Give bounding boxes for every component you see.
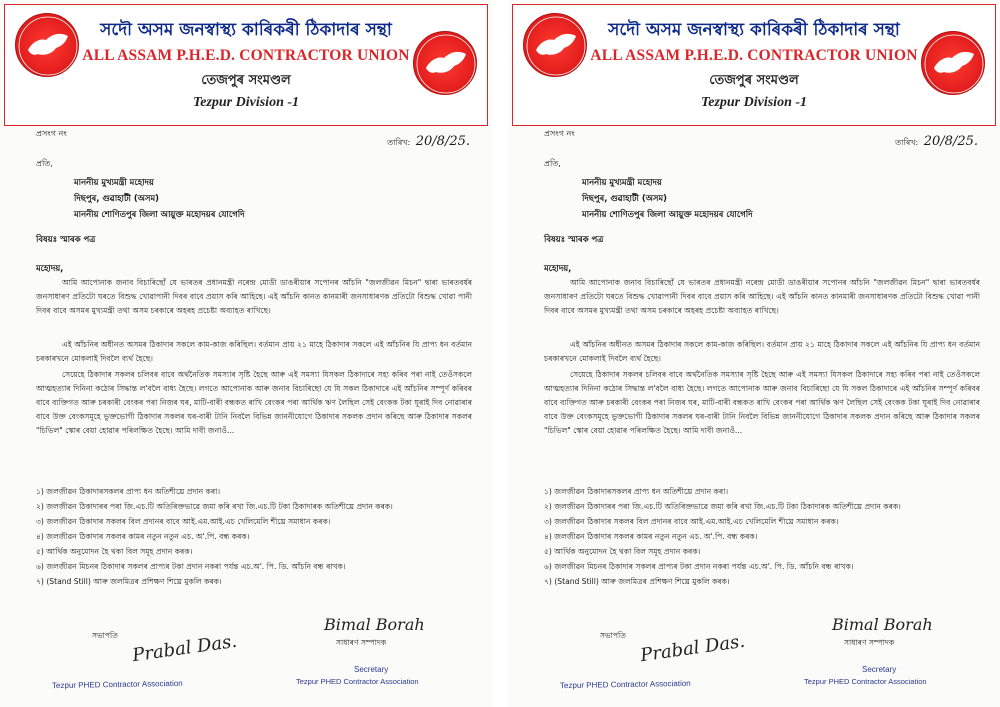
president-role: সভাপতি	[600, 631, 626, 640]
date-value: 20/8/25.	[923, 134, 978, 149]
date-label: তাৰিখ:	[387, 138, 411, 147]
letter-date	[895, 134, 978, 150]
secretary-stamp-title: Secretary	[862, 665, 897, 674]
union-title-bengali: সদৌ অসম জনস্বাস্থ্য কাৰিকৰী ঠিকাদাৰ সন্থা	[100, 20, 392, 40]
demand-item: ৪) জলজীৱন ঠিকাদাৰ সকলৰ কামৰ নতুন নতুন এচ. অ'.পি. বন্ধ কৰক।	[544, 532, 758, 541]
demand-item: ৫) আৰ্থিক অনুমোদন হৈ থকা বিল সমূহ প্ৰদান কৰক।	[544, 547, 701, 556]
division-english: Tezpur Division -1	[700, 95, 808, 110]
page-gap	[492, 0, 508, 707]
demands-list	[544, 486, 980, 591]
secretary-role: সাধাৰণ সম্পাদক	[336, 638, 387, 647]
division-bengali: তেজপুৰ সংমণ্ডল	[709, 73, 799, 88]
to-label: প্ৰতি,	[36, 159, 53, 168]
letter-date	[387, 134, 470, 150]
president-signature-block	[52, 630, 252, 700]
body-paragraph: সেয়েহে ঠিকাদাৰ সকলৰ চলিবৰ বাবে অৰ্থনৈতিক সমস্যাৰ সৃষ্টি হৈছে আৰু এই সমস্যা যিসকল ঠিকাদাৰে সহ্য কৰিব পৰা নাই তেওঁসকলে আত্মহত্যাৰ দিনিনা কঠোৰ সিদ্ধান্ত ল'বলৈ বাধ্য হৈছে। লগতে আপোনাক আৰু জনাব বিচাৰিছো যে যি সকল ঠিকাদাৰে এই আঁচনিৰ সম্পূৰ্ণ কৰিবৰ বাবে ব্যক্তিগত আৰু চৰকাৰী বেংকৰ পৰা নিজৰ ঘৰ, মাটি-বাৰী বন্ধকত ৰাখি বেংকৰ পৰা আৰ্থিক ঋণ লৈছিল সেই বেংকক টকা ঘূৰাই দিব নোৱাৰাৰ বাবে উক্ত বেংকসমূহে ভুক্তভোগী ঠিকাদাৰ সকলৰ ঘৰ-বাৰী টানি নিবলৈ বিভিন্ন জাননীযোগে ঠিকাদাৰ সকলক প্ৰদান কৰিছে আৰু ঠিকাদাৰ সকলৰ "চিভিল" স্কোৰ বেয়া হোৱাৰ পৰিলক্ষিত হৈছে। আমি দাবী জনাওঁ...	[544, 370, 980, 435]
addressee-line: মাননীয় শোণিতপুৰ জিলা আয়ুক্ত মহোদয়ৰ যোগেদি	[582, 209, 753, 219]
addressee-line: দিছপুৰ, গুৱাহাটী (অসম)	[74, 193, 159, 203]
body-paragraph: আমি আপোনাক জনাব বিচাৰিছোঁ যে ভাৰতৰ প্ৰধানমন্ত্ৰী নৰেন্দ্ৰ মোডী ডাঙৰীয়াৰ সপোনৰ আঁচনি "জলজীৱন মিচন" দ্বাৰা ভাৰতবৰ্ষৰ জনসাধাৰণ প্ৰতিটো ঘৰতে বিশুদ্ধ খোৱাপানী দিবৰ বাবে প্ৰয়াস কৰি আহিছে। এই আঁচনি কানত কানমাৰী জনসাধাৰণক প্ৰতিটো বিশুদ্ধ খোৱা পানী দিবৰ বাবে অসমৰ মুখ্যমন্ত্ৰী তথা অসম চৰকাৰে অহৰহ প্ৰচেষ্টা অব্যাহত ৰাখিছে।	[544, 278, 980, 315]
letterhead	[512, 4, 996, 126]
union-title-english: ALL ASSAM P.H.E.D. CONTRACTOR UNION	[590, 47, 918, 64]
subject-line: বিষয়ঃ স্মাৰক পত্ৰ	[544, 234, 604, 244]
demand-item: ১) জলজীৱন ঠিকাদাৰসকলৰ প্ৰাপ্য ধন অতিশীঘ্ৰে প্ৰদান কৰা।	[544, 487, 729, 496]
salutation: মহোদয়,	[36, 263, 64, 273]
demand-item: ৭) (Stand Still) আৰু জলমিত্ৰৰ প্ৰশিক্ষণ শিঘ্ৰে মুকলি কৰক।	[36, 577, 222, 586]
secretary-signature-block	[804, 615, 984, 700]
letter-page-left	[0, 0, 492, 707]
reference-number-label: প্ৰসংগ নং	[36, 129, 67, 138]
secretary-handwritten-signature: Bimal Borah	[832, 615, 933, 634]
date-label: তাৰিখ:	[895, 138, 919, 147]
demand-item: ৬) জলজীৱন মিচনৰ ঠিকাদাৰ সকলৰ প্ৰাপ্যৰ টকা প্ৰদান নকৰা পৰ্যন্ত এচ.অ'. পি. ডি. আঁচনি বন্ধ ৰাখক।	[36, 562, 346, 571]
addressee-line: দিছপুৰ, গুৱাহাটী (অসম)	[582, 193, 667, 203]
addressee-line: মাননীয় শোণিতপুৰ জিলা আয়ুক্ত মহোদয়ৰ যোগেদি	[74, 209, 245, 219]
president-role: সভাপতি	[92, 631, 118, 640]
body-paragraph: এই আঁচনিৰ অধীনত অসমৰ ঠিকাদাৰ সকলে কাম-কাজ কৰিছিল। বৰ্তমান প্ৰায় ২১ মাহে ঠিকাদাৰ সকলে এই আঁচনিৰ যি প্ৰাপ্য ধন বৰ্তমান চৰকাৰখনে মোকলাই দিবলৈ ব্যৰ্থ হৈছে।	[36, 340, 472, 363]
addressee-line: মাননীয় মুখ্যমন্ত্ৰী মহোদয়	[74, 177, 154, 187]
division-english: Tezpur Division -1	[192, 95, 300, 110]
association-stamp: Tezpur PHED Contractor Association	[51, 678, 183, 691]
letter-page-right	[508, 0, 1000, 707]
secretary-signature-block	[296, 615, 476, 700]
association-stamp: Tezpur PHED Contractor Association	[559, 678, 691, 691]
demand-item: ৬) জলজীৱন মিচনৰ ঠিকাদাৰ সকলৰ প্ৰাপ্যৰ টকা প্ৰদান নকৰা পৰ্যন্ত এচ.অ'. পি. ডি. আঁচনি বন্ধ ৰাখক।	[544, 562, 854, 571]
letterhead	[4, 4, 488, 126]
demand-item: ৫) আৰ্থিক অনুমোদন হৈ থকা বিল সমূহ প্ৰদান কৰক।	[36, 547, 193, 556]
division-bengali: তেজপুৰ সংমণ্ডল	[201, 73, 291, 88]
demand-item: ২) জলজীৱন ঠিকাদাৰৰ পৰা জি.এচ.টি অতিৰিক্তভাৱে জমা কৰি ৰখা জি.এচ.টি টকা ঠিকাদাৰক অতিশীঘ্ৰে প্ৰদান কৰক।	[544, 502, 901, 511]
to-label: প্ৰতি,	[544, 159, 561, 168]
body-paragraph: সেয়েহে ঠিকাদাৰ সকলৰ চলিবৰ বাবে অৰ্থনৈতিক সমস্যাৰ সৃষ্টি হৈছে আৰু এই সমস্যা যিসকল ঠিকাদাৰে সহ্য কৰিব পৰা নাই তেওঁসকলে আত্মহত্যাৰ দিনিনা কঠোৰ সিদ্ধান্ত ল'বলৈ বাধ্য হৈছে। লগতে আপোনাক আৰু জনাব বিচাৰিছো যে যি সকল ঠিকাদাৰে এই আঁচনিৰ সম্পূৰ্ণ কৰিবৰ বাবে ব্যক্তিগত আৰু চৰকাৰী বেংকৰ পৰা নিজৰ ঘৰ, মাটি-বাৰী বন্ধকত ৰাখি বেংকৰ পৰা আৰ্থিক ঋণ লৈছিল সেই বেংকক টকা ঘূৰাই দিব নোৱাৰাৰ বাবে উক্ত বেংকসমূহে ভুক্তভোগী ঠিকাদাৰ সকলৰ ঘৰ-বাৰী টানি নিবলৈ বিভিন্ন জাননীযোগে ঠিকাদাৰ সকলক প্ৰদান কৰিছে আৰু ঠিকাদাৰ সকলৰ "চিভিল" স্কোৰ বেয়া হোৱাৰ পৰিলক্ষিত হৈছে। আমি দাবী জনাওঁ...	[36, 370, 472, 435]
secretary-stamp-title: Secretary	[354, 665, 389, 674]
president-handwritten-signature: Prabal Das.	[131, 630, 239, 667]
salutation: মহোদয়,	[544, 263, 572, 273]
union-title-bengali: সদৌ অসম জনস্বাস্থ্য কাৰিকৰী ঠিকাদাৰ সন্থা	[608, 20, 900, 40]
secretary-stamp-association: Tezpur PHED Contractor Association	[804, 677, 927, 686]
addressee-line: মাননীয় মুখ্যমন্ত্ৰী মহোদয়	[582, 177, 662, 187]
demand-item: ৭) (Stand Still) আৰু জলমিত্ৰৰ প্ৰশিক্ষণ শিঘ্ৰে মুকলি কৰক।	[544, 577, 730, 586]
demand-item: ৩) জলজীৱন ঠিকাদাৰ সকলৰ বিল প্ৰদানৰ বাবে আই.এম.আই.এচ খেলিমেলি শীঘ্ৰে সমাধান কৰক।	[544, 517, 839, 526]
demand-item: ৩) জলজীৱন ঠিকাদাৰ সকলৰ বিল প্ৰদানৰ বাবে আই.এম.আই.এচ খেলিমেলি শীঘ্ৰে সমাধান কৰক।	[36, 517, 331, 526]
date-value: 20/8/25.	[415, 134, 470, 149]
demands-list	[36, 486, 472, 591]
president-handwritten-signature: Prabal Das.	[639, 630, 747, 667]
demand-item: ৪) জলজীৱন ঠিকাদাৰ সকলৰ কামৰ নতুন নতুন এচ. অ'.পি. বন্ধ কৰক।	[36, 532, 250, 541]
subject-line: বিষয়ঃ স্মাৰক পত্ৰ	[36, 234, 96, 244]
demand-item: ১) জলজীৱন ঠিকাদাৰসকলৰ প্ৰাপ্য ধন অতিশীঘ্ৰে প্ৰদান কৰা।	[36, 487, 221, 496]
secretary-stamp-association: Tezpur PHED Contractor Association	[296, 677, 419, 686]
reference-number-label: প্ৰসংগ নং	[544, 129, 575, 138]
demand-item: ২) জলজীৱন ঠিকাদাৰৰ পৰা জি.এচ.টি অতিৰিক্তভাৱে জমা কৰি ৰখা জি.এচ.টি টকা ঠিকাদাৰক অতিশীঘ্ৰে প্ৰদান কৰক।	[36, 502, 393, 511]
union-title-english: ALL ASSAM P.H.E.D. CONTRACTOR UNION	[82, 47, 410, 64]
president-signature-block	[560, 630, 760, 700]
body-paragraph: এই আঁচনিৰ অধীনত অসমৰ ঠিকাদাৰ সকলে কাম-কাজ কৰিছিল। বৰ্তমান প্ৰায় ২১ মাহে ঠিকাদাৰ সকলে এই আঁচনিৰ যি প্ৰাপ্য ধন বৰ্তমান চৰকাৰখনে মোকলাই দিবলৈ ব্যৰ্থ হৈছে।	[544, 340, 980, 363]
secretary-role: সাধাৰণ সম্পাদক	[844, 638, 895, 647]
secretary-handwritten-signature: Bimal Borah	[324, 615, 425, 634]
body-paragraph: আমি আপোনাক জনাব বিচাৰিছোঁ যে ভাৰতৰ প্ৰধানমন্ত্ৰী নৰেন্দ্ৰ মোডী ডাঙৰীয়াৰ সপোনৰ আঁচনি "জলজীৱন মিচন" দ্বাৰা ভাৰতবৰ্ষৰ জনসাধাৰণ প্ৰতিটো ঘৰতে বিশুদ্ধ খোৱাপানী দিবৰ বাবে প্ৰয়াস কৰি আহিছে। এই আঁচনি কানত কানমাৰী জনসাধাৰণক প্ৰতিটো বিশুদ্ধ খোৱা পানী দিবৰ বাবে অসমৰ মুখ্যমন্ত্ৰী তথা অসম চৰকাৰে অহৰহ প্ৰচেষ্টা অব্যাহত ৰাখিছে।	[36, 278, 472, 315]
